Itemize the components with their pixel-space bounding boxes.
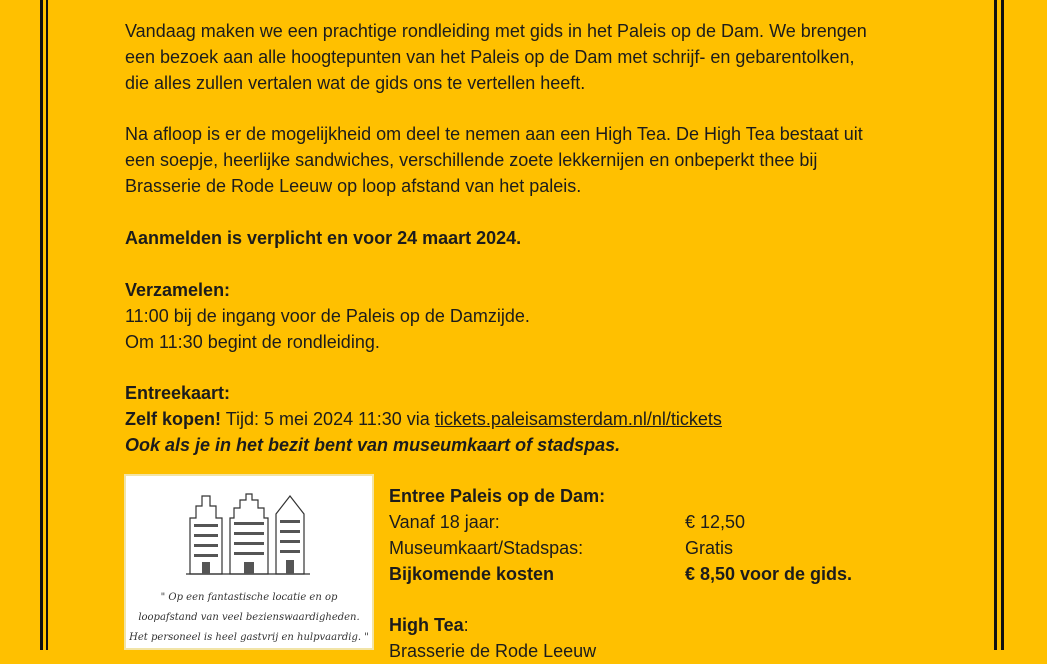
page-border-left (40, 0, 48, 650)
ticket-link[interactable]: tickets.paleisamsterdam.nl/nl/tickets (434, 409, 722, 429)
hightea-heading (389, 612, 469, 638)
quote-line-1: " Op een fantastische locatie en op (160, 592, 338, 603)
hightea-text-line-3: Brasserie de Rode Leeuw op loop afstand van het paleis. (125, 176, 582, 196)
price-value-adult: € 12,50 (685, 512, 746, 532)
intro-line-2: een bezoek aan alle hoogtepunten van het Paleis op de Dam met schrijf- en gebarentolken, (125, 47, 855, 67)
canal-houses-icon (186, 488, 314, 576)
hightea-venue: Brasserie de Rode Leeuw (389, 641, 597, 661)
price-heading: Entree Paleis op de Dam: (389, 486, 606, 506)
gather-line-1: 11:00 bij de ingang voor de Paleis op de Damzijde. (125, 306, 530, 326)
intro-line-3: die alles zullen vertalen wat de gids ons te vertellen heeft. (125, 73, 586, 93)
quote-line-3: Het personeel is heel gastvrij en hulpvaardig. " (129, 632, 369, 643)
brasserie-image (124, 474, 374, 650)
hightea-heading-colon: : (463, 615, 469, 635)
quote-line-2: loopafstand van veel bezienswaardigheden. (138, 612, 360, 623)
ticket-note: Ook als je in het bezit bent van museumkaart of stadspas. (125, 435, 621, 455)
price-label-extra: Bijkomende kosten (389, 564, 555, 584)
ticket-time-text: Tijd: 5 mei 2024 11:30 via (221, 409, 435, 429)
gather-heading: Verzamelen: (125, 280, 231, 300)
ticket-buy-label: Zelf kopen! (125, 409, 222, 429)
price-value-extra: € 8,50 voor de gids. (685, 564, 853, 584)
price-label-museumkaart: Museumkaart/Stadspas: (389, 538, 584, 558)
gather-line-2: Om 11:30 begint de rondleiding. (125, 332, 380, 352)
price-label-adult: Vanaf 18 jaar: (389, 512, 500, 532)
ticket-heading: Entreekaart: (125, 383, 231, 403)
hightea-text-line-2: een soepje, heerlijke sandwiches, verschillende zoete lekkernijen en onbeperkt thee bij (125, 150, 818, 170)
intro-line-1: Vandaag maken we een prachtige rondleiding met gids in het Paleis op de Dam. We brengen (125, 21, 867, 41)
price-value-museumkaart: Gratis (685, 538, 734, 558)
ticket-line (125, 406, 722, 432)
page-border-right (994, 0, 1004, 650)
hightea-heading-text: High Tea (389, 615, 464, 635)
hightea-text-line-1: Na afloop is er de mogelijkheid om deel te nemen aan een High Tea. De High Tea bestaat uit (125, 124, 863, 144)
registration-notice: Aanmelden is verplicht en voor 24 maart 2024. (125, 228, 522, 248)
